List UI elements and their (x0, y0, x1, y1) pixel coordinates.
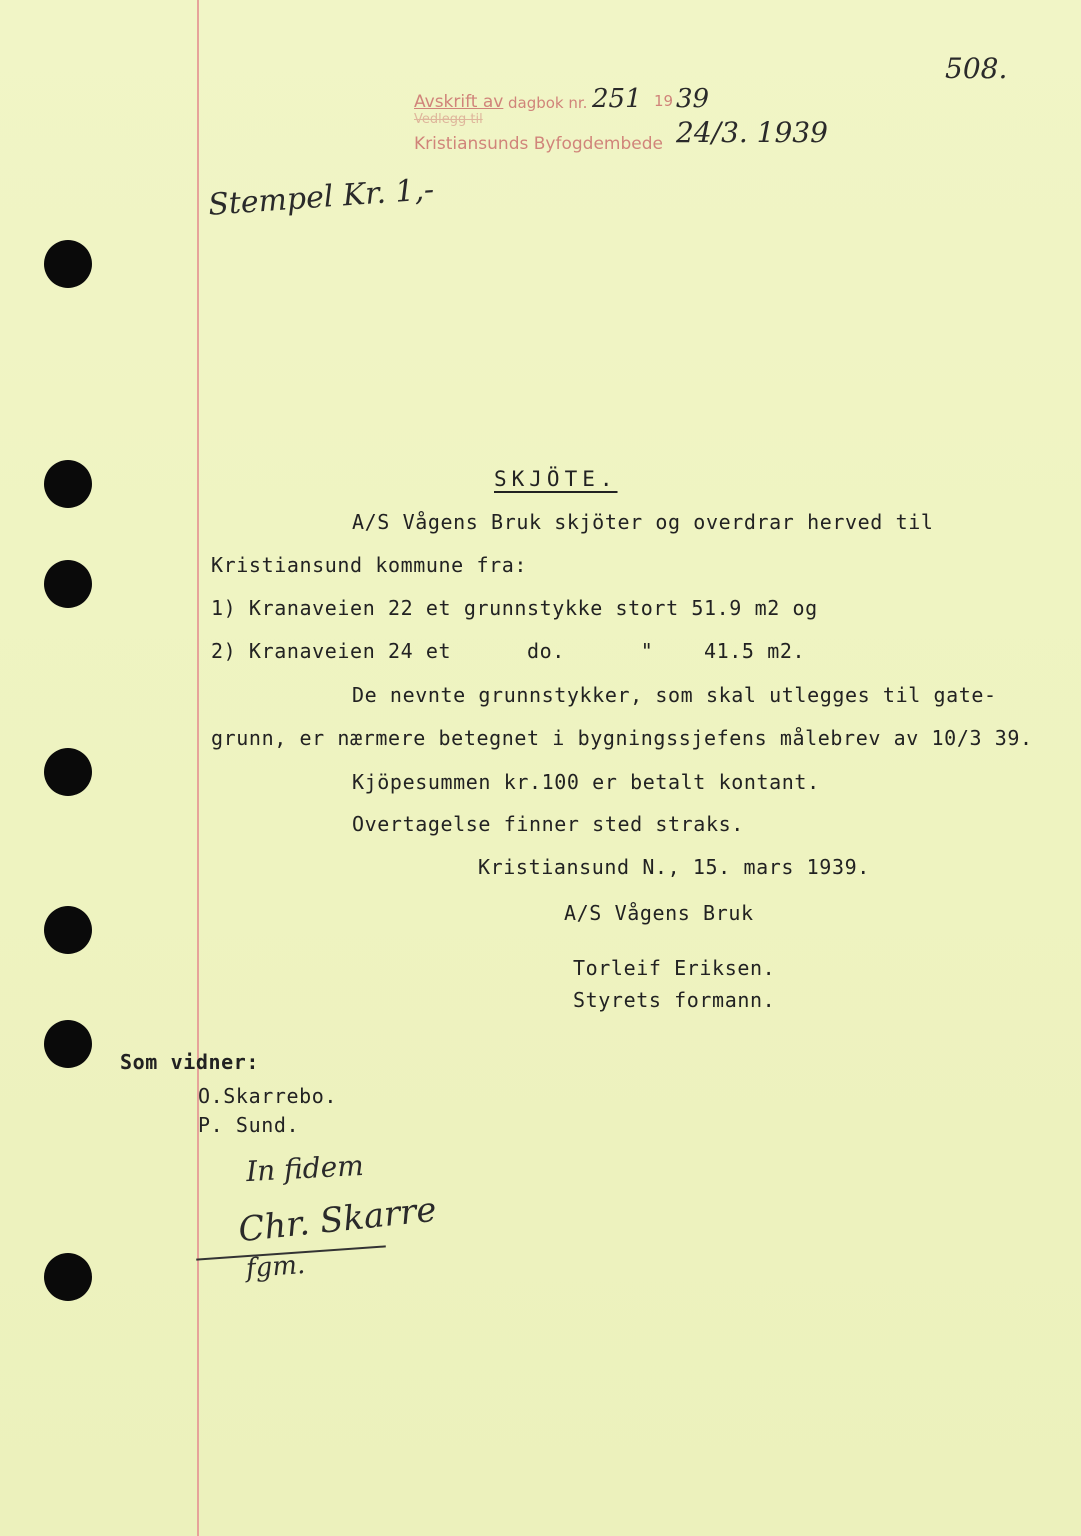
official-signature: Chr. Skarre (236, 1189, 439, 1251)
body-line: Kjöpesummen kr.100 er betalt kontant. (352, 770, 820, 794)
signer-name: Torleif Eriksen. (573, 956, 776, 980)
certification-text: In fidem (245, 1148, 365, 1189)
body-line: 1) Kranaveien 22 et grunnstykke stort 51.9 m2 og (211, 596, 818, 620)
punch-hole-icon (44, 240, 92, 288)
company-name: A/S Vågens Bruk (564, 901, 754, 925)
official-title: fgm. (245, 1249, 307, 1285)
stamp-line2: Vedlegg til (414, 112, 483, 127)
witness-1: O.Skarrebo. (198, 1084, 338, 1108)
body-line: 2) Kranaveien 24 et do. " 41.5 m2. (211, 639, 806, 663)
body-line: Overtagelse finner sted straks. (352, 812, 744, 836)
stamp-year: 39 (676, 84, 710, 114)
witness-2: P. Sund. (198, 1113, 300, 1137)
stamp-number: 251 (592, 84, 642, 114)
body-line: A/S Vågens Bruk skjöter og overdrar herved til (352, 510, 934, 534)
punch-hole-icon (44, 748, 92, 796)
punch-hole-icon (44, 906, 92, 954)
stamp-date: 24/3. 1939 (676, 116, 828, 149)
stamp-fee: Stempel Kr. 1,- (207, 172, 436, 223)
body-line: Kristiansund kommune fra: (211, 553, 528, 577)
page-number: 508. (945, 52, 1008, 85)
stamp-line3: Kristiansunds Byfogdembede (414, 134, 663, 154)
place-date-line: Kristiansund N., 15. mars 1939. (478, 855, 870, 879)
stamp-line1-mid: dagbok nr. (508, 94, 588, 112)
stamp-year-prefix: 19 (654, 92, 674, 110)
body-line: De nevnte grunnstykker, som skal utlegges til gate- (352, 683, 997, 707)
witness-label: Som vidner: (120, 1050, 260, 1074)
punch-hole-icon (44, 1020, 92, 1068)
punch-hole-icon (44, 1253, 92, 1301)
punch-hole-icon (44, 460, 92, 508)
punch-hole-icon (44, 560, 92, 608)
document-title: SKJÖTE. (494, 467, 618, 491)
stamp-line1-prefix: Avskrift av (414, 92, 504, 112)
signer-title: Styrets formann. (573, 988, 776, 1012)
body-line: grunn, er nærmere betegnet i bygningssjefens målebrev av 10/3 39. (211, 726, 1033, 750)
margin-line (197, 0, 199, 1536)
